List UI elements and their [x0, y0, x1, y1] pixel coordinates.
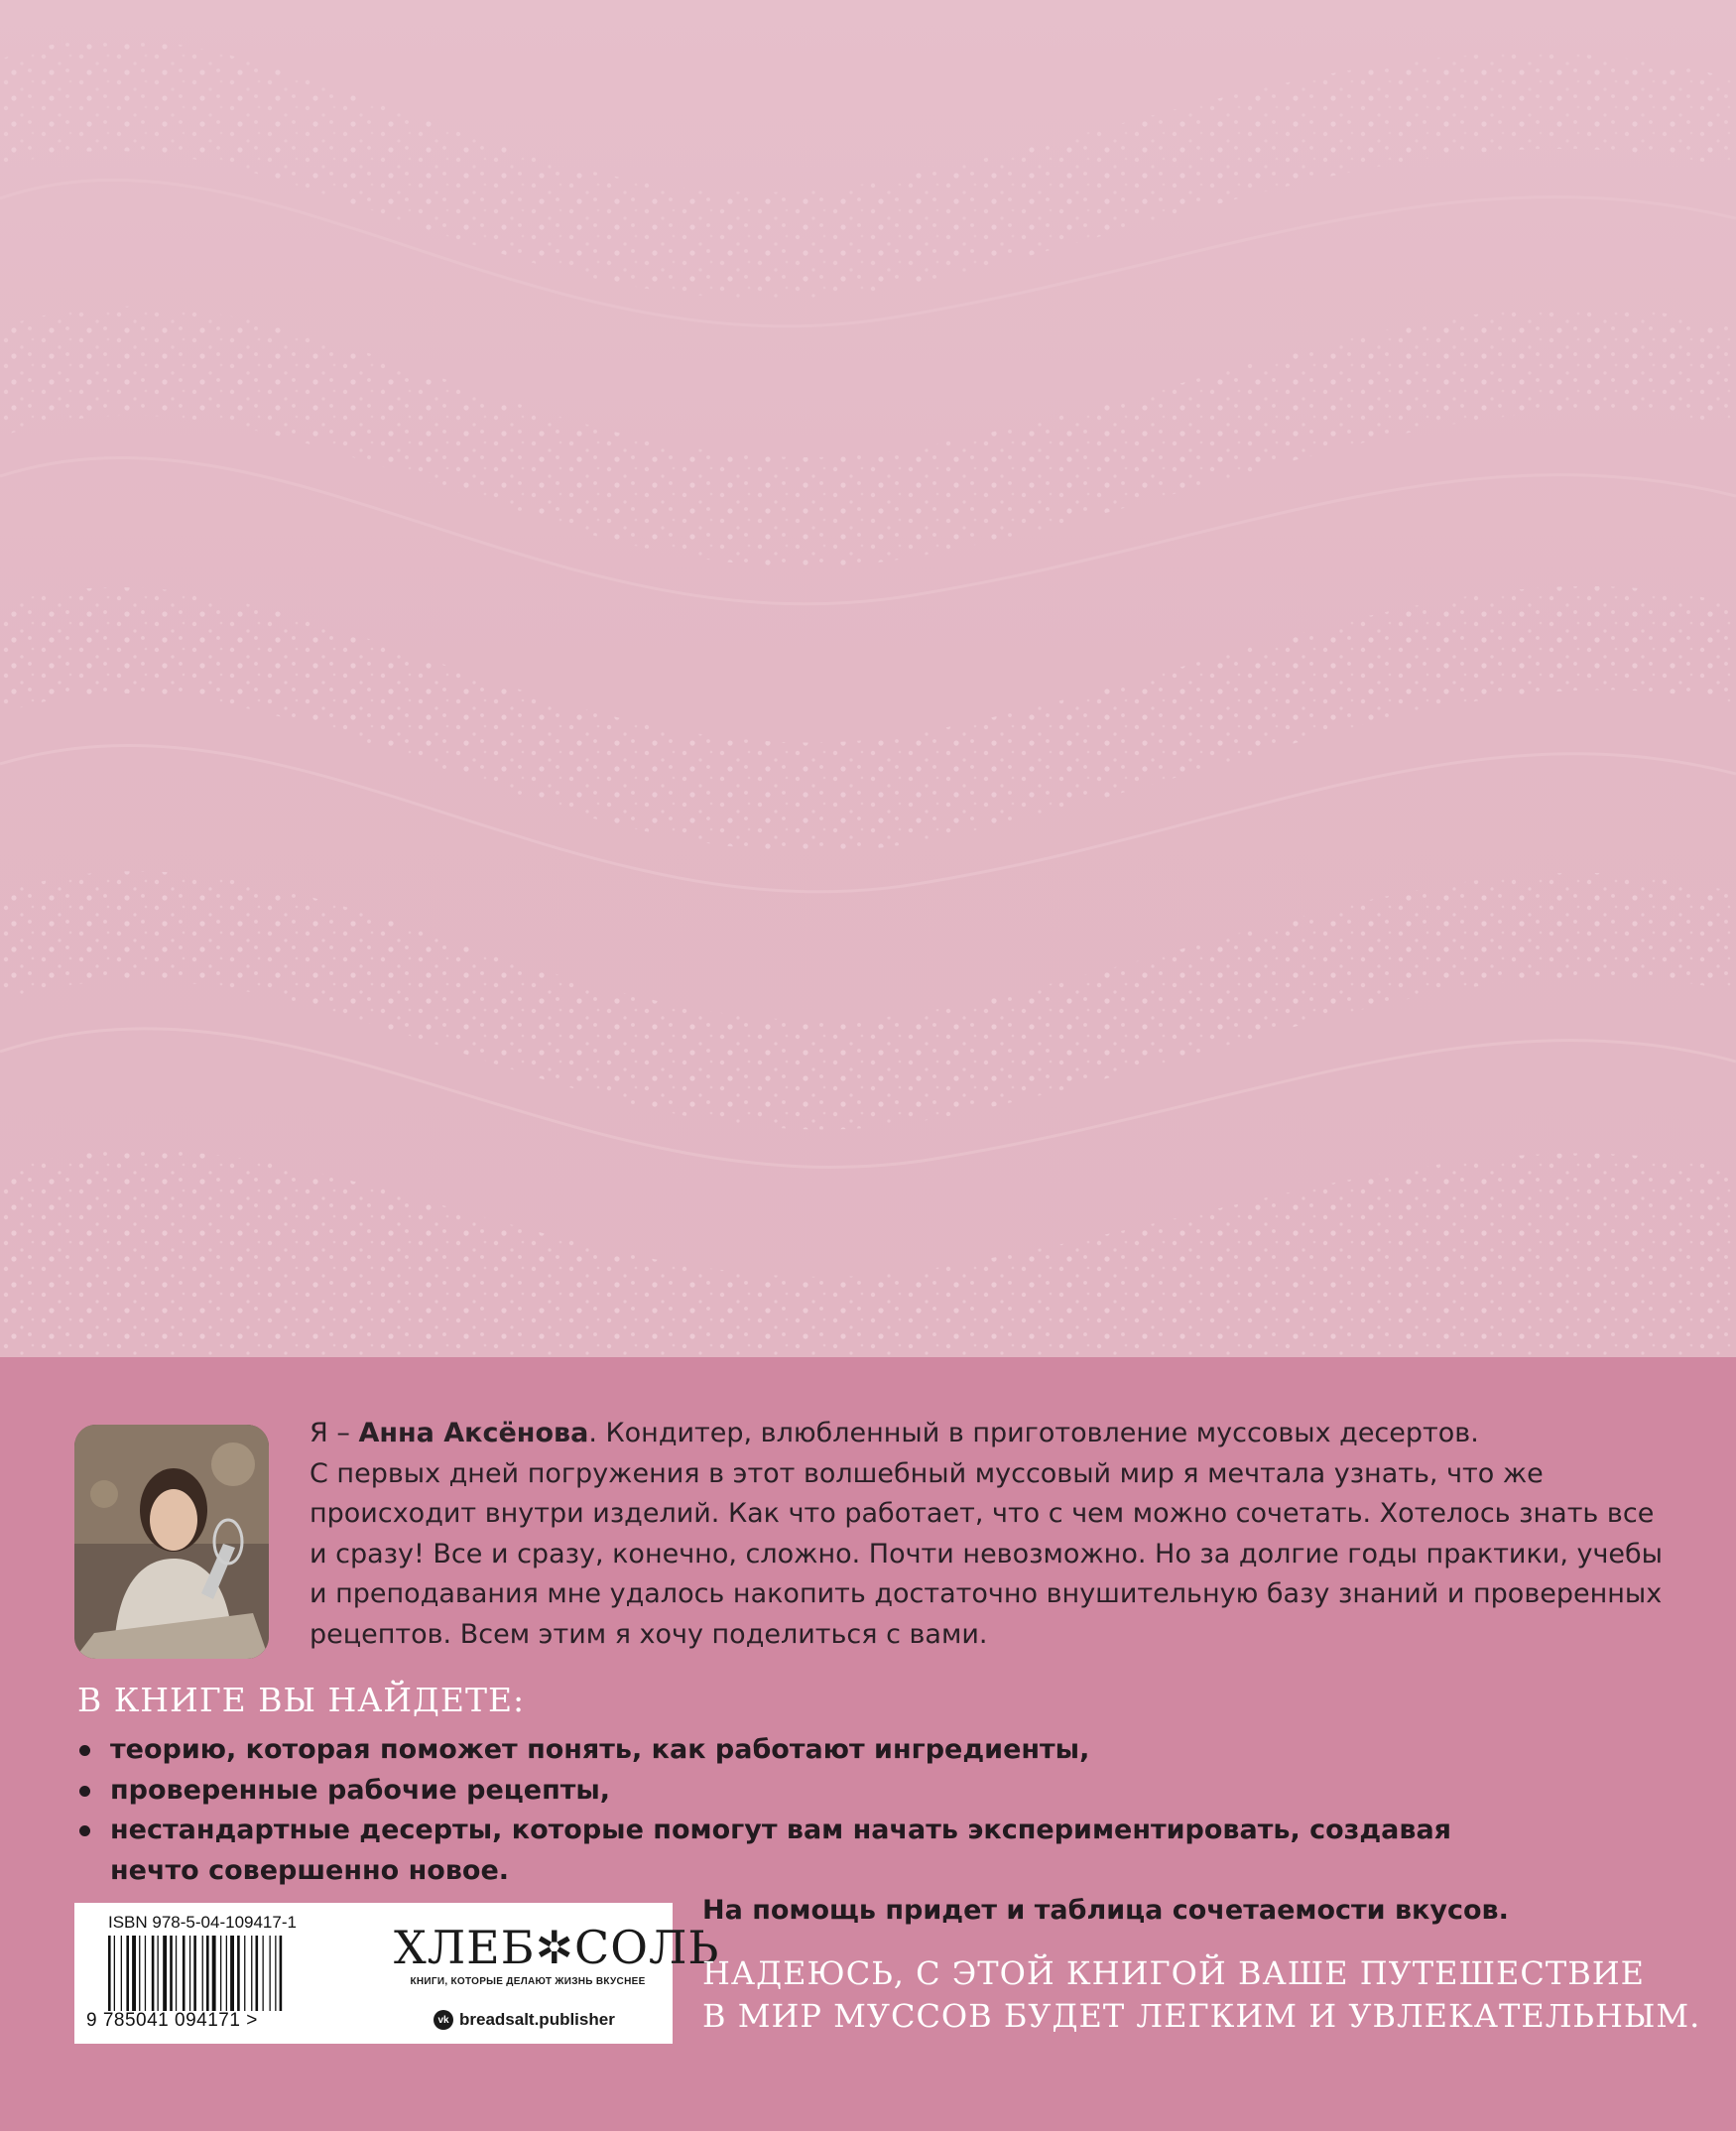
bio-intro-prefix: Я – [310, 1418, 359, 1448]
feature-text: теорию, которая поможет понять, как работают ингредиенты, [110, 1734, 1090, 1765]
features-list-item [77, 1730, 1466, 1771]
closing-line-1: НАДЕЮСЬ, С ЭТОЙ КНИГОЙ ВАШЕ ПУТЕШЕСТВИЕ [702, 1954, 1645, 1992]
closing-line-2: В МИР МУССОВ БУДЕТ ЛЕГКИМ И УВЛЕКАТЕЛЬНЫМ. [702, 1997, 1701, 2035]
closing-message [702, 1952, 1700, 2038]
bullet-icon [79, 1825, 90, 1836]
features-list-item [77, 1811, 1466, 1891]
author-name: Анна Аксёнова [358, 1418, 589, 1448]
features-list [77, 1730, 1466, 1891]
features-heading: В КНИГЕ ВЫ НАЙДЕТЕ: [77, 1681, 526, 1719]
author-bio [310, 1414, 1669, 1655]
bio-intro-suffix: . Кондитер, влюбленный в приготовление муссовых десертов. [588, 1418, 1479, 1448]
vk-icon: vk [434, 2010, 453, 2030]
publisher-tagline: КНИГИ, КОТОРЫЕ ДЕЛАЮТ ЖИЗНЬ ВКУСНЕЕ [410, 1976, 646, 1987]
publisher-social-handle: breadsalt.publisher [459, 2010, 615, 2029]
barcode-panel [74, 1903, 720, 2044]
bullet-icon [79, 1745, 90, 1756]
author-photo [74, 1425, 269, 1659]
bio-paragraph: С первых дней погружения в этот волшебный муссовый мир я мечтала узнать, что же происходит внутри изделий. Как что работает, что с чем можно сочетать. Хотелось знать все и сразу! Все и сразу, конечно, сложно. Почти невозможно. Но за долгие годы практики, учебы и преподавания мне удалось накопить достаточно внушительную базу знаний и проверенных рецептов. Всем этим я хочу поделиться с вами. [310, 1457, 1664, 1650]
bio-first-line [310, 1414, 1669, 1454]
feature-text: проверенные рабочие рецепты, [110, 1774, 611, 1806]
barcode-digits: 9 785041 094171 > [86, 2010, 258, 2031]
publisher-logo-wordmark: ХЛЕБ✲СОЛЬ [394, 1921, 720, 1974]
barcode-icon [108, 1936, 326, 2011]
features-list-item [77, 1771, 1466, 1812]
isbn-label: ISBN 978-5-04-109417-1 [108, 1913, 297, 1932]
bullet-icon [79, 1786, 90, 1797]
flavor-table-note: На помощь придет и таблица сочетаемости вкусов. [702, 1895, 1509, 1926]
publisher-social [434, 2010, 615, 2030]
publisher-logo [394, 1921, 720, 1987]
feature-text: нестандартные десерты, которые помогут вам начать экспериментировать, создавая нечто совершенно новое. [110, 1815, 1452, 1886]
